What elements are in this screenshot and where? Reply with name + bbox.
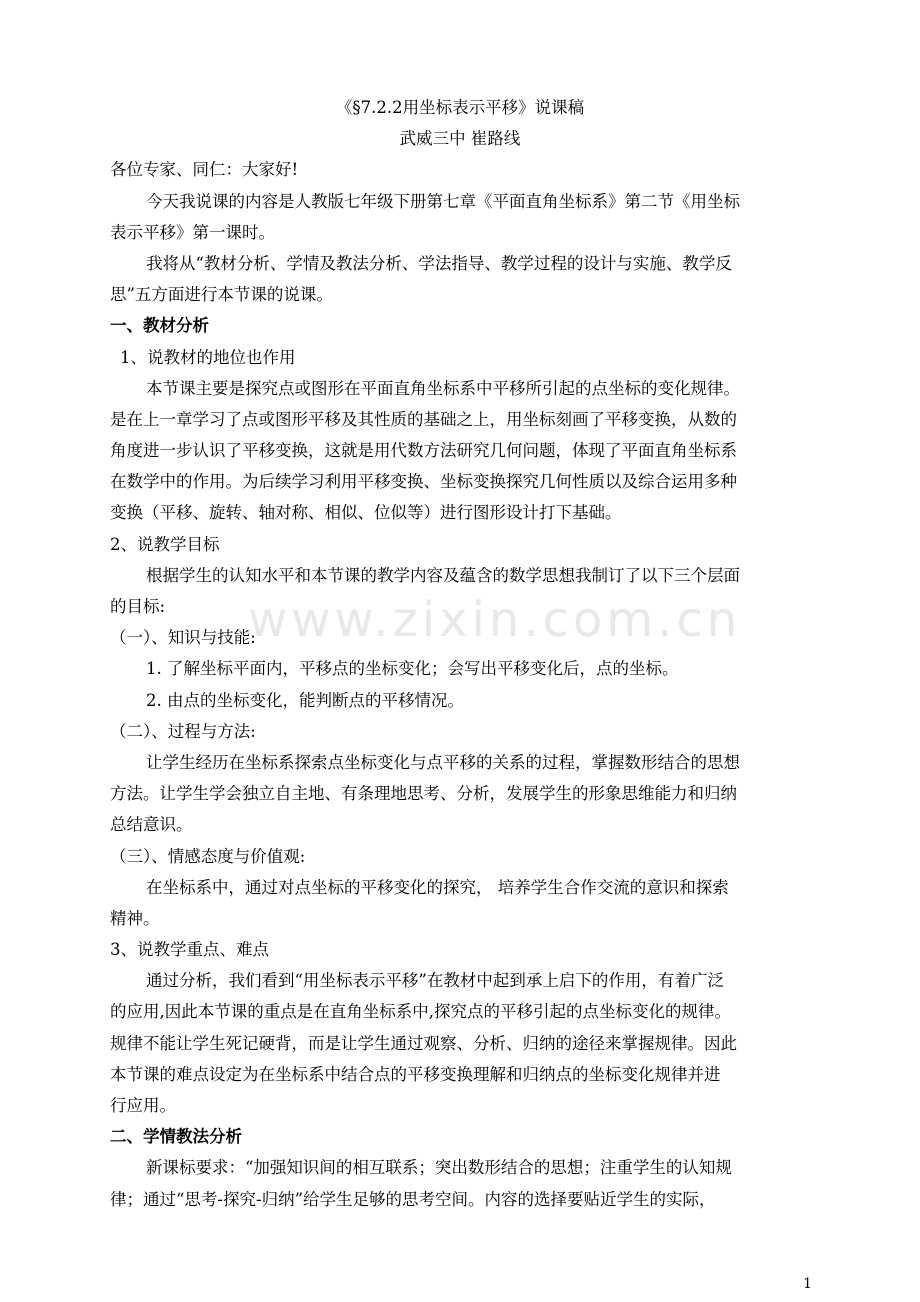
text-line: 表示平移》第一课时。 [110,222,275,242]
text-line: 1、说教材的地位也作用 [120,347,296,367]
text-line: 的应用,因此本节课的重点是在直角坐标系中,探究点的平移引起的点坐标变化的规律。 [110,1002,731,1022]
text-line: 我将从“教材分析、学情及教法分析、学法指导、教学过程的设计与实施、教学反 [146,253,732,273]
text-line: （一）、知识与技能: [110,628,256,648]
text-line: 1. 了解坐标平面内，平移点的坐标变化；会写出平移变化后，点的坐标。 [146,659,679,679]
text-line: 今天我说课的内容是人教版七年级下册第七章《平面直角坐标系》第二节《用坐标 [146,191,740,211]
text-line: 角度进一步认识了平移变换，这就是用代数方法研究几何问题，体现了平面直角坐标系 [110,441,737,461]
text-line: 本节课主要是探究点或图形在平面直角坐标系中平移所引起的点坐标的变化规律。 [146,378,740,398]
text-line: 思”五方面进行本节课的说课。 [110,285,333,305]
text-line: 让学生经历在坐标系探索点坐标变化与点平移的关系的过程，掌握数形结合的思想 [146,752,740,772]
text-line: 2. 由点的坐标变化，能判断点的平移情况。 [146,690,464,710]
text-line: 变换（平移、旋转、轴对称、相似、位似等）进行图形设计打下基础。 [110,503,622,523]
text-line: 总结意识。 [110,815,193,835]
document-body [110,92,810,1215]
text-line: 通过分析，我们看到“用坐标表示平移”在教材中起到承上启下的作用，有着广泛 [146,971,724,991]
text-line: 精神。 [110,908,160,928]
section-heading: 一、教材分析 [110,316,209,336]
text-line: 2、说教学目标 [110,534,220,554]
text-line: 各位专家、同仁：大家好! [110,160,299,180]
text-line: 方法。让学生学会独立自主地、有条理地思考、分析，发展学生的形象思维能力和归纳 [110,784,737,804]
section-heading: 二、学情教法分析 [110,1127,242,1147]
text-line: 本节课的难点设定为在坐标系中结合点的平移变换理解和归纳点的坐标变化规律并进 [110,1064,721,1084]
document-title: 《§7.2.2用坐标表示平移》说课稿 [335,98,585,117]
paragraph-lines [110,154,810,1214]
text-line: 根据学生的认知水平和本节课的教学内容及蕴含的数学思想我制订了以下三个层面 [146,565,740,585]
text-line: 是在上一章学习了点或图形平移及其性质的基础之上，用坐标刻画了平移变换，从数的 [110,409,737,429]
text-line: （三）、情感态度与价值观: [110,846,306,866]
text-line: 律；通过“思考-探究-归纳”给学生足够的思考空间。内容的选择要贴近学生的实际， [110,1189,716,1209]
text-line: 新课标要求：“加强知识间的相互联系；突出数形结合的思想；注重学生的认知规 [146,1158,732,1178]
text-line: 在数学中的作用。为后续学习利用平移变换、坐标变换探究几何性质以及综合运用多种 [110,472,737,492]
text-line: 行应用。 [110,1096,176,1115]
document-author: 武威三中 崔路线 [399,129,521,149]
text-line: 3、说教学重点、难点 [110,940,269,960]
watermark: www.zixin.com.cn [248,592,742,648]
text-line: 的目标: [110,597,166,616]
text-line: 规律不能让学生死记硬背，而是让学生通过观察、分析、归纳的途径来掌握规律。因此 [110,1033,737,1053]
text-line: （二）、过程与方法: [110,721,256,741]
page-number: 1 [803,1276,812,1292]
text-line: 在坐标系中，通过对点坐标的平移变化的探究， 培养学生合作交流的意识和探索 [146,877,729,897]
